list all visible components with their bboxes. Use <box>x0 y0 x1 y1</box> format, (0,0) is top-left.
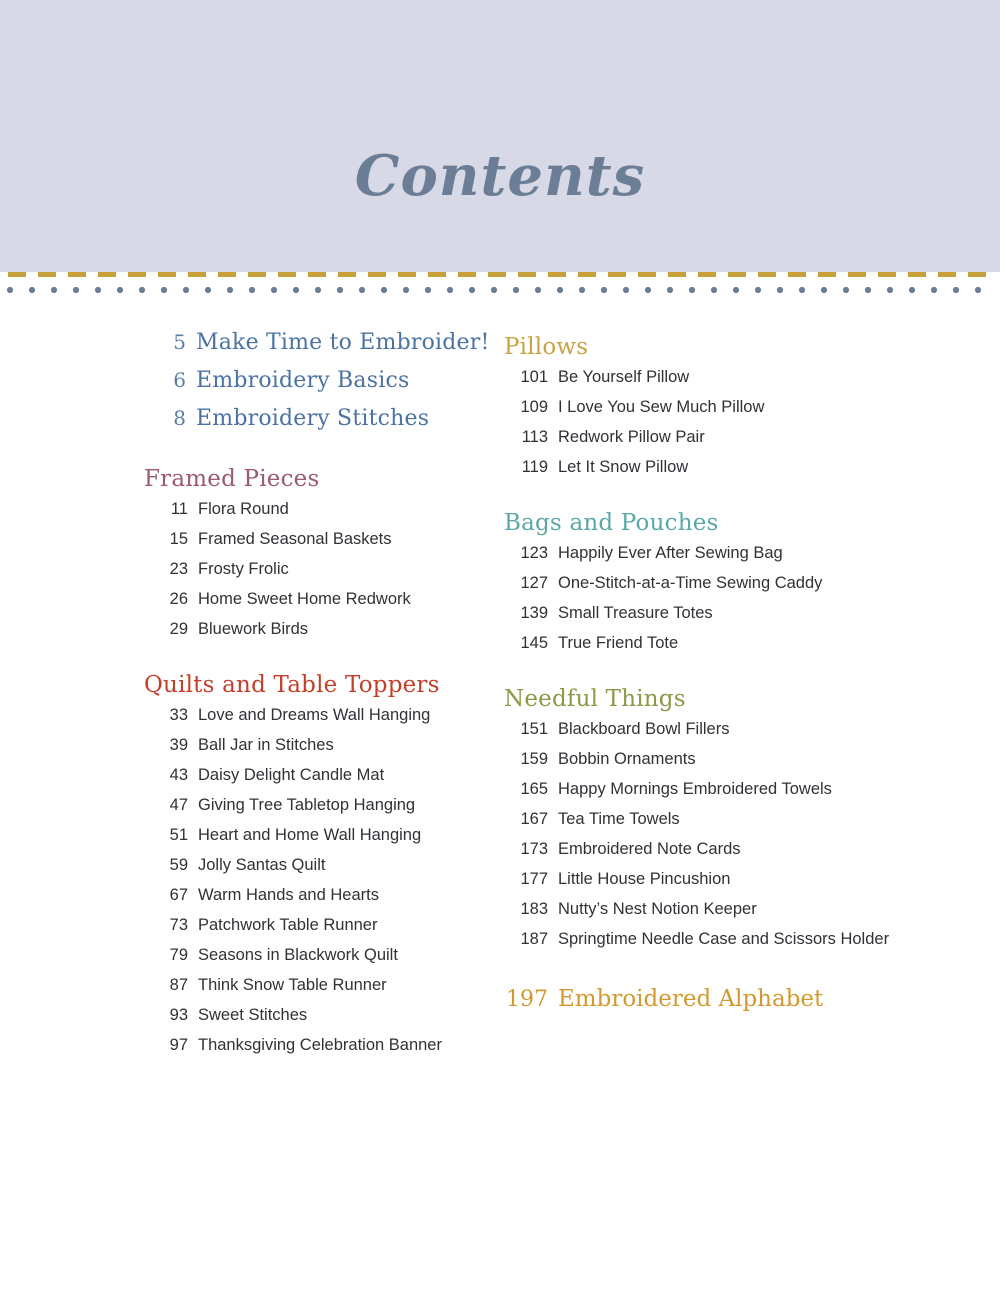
page-number: 15 <box>169 530 188 548</box>
page-number: 165 <box>520 780 548 798</box>
list-item[interactable] <box>502 544 932 574</box>
entry-title: Bobbin Ornaments <box>558 750 696 768</box>
page-number: 23 <box>169 560 188 578</box>
list-item[interactable] <box>502 810 932 840</box>
entry-title: Jolly Santas Quilt <box>198 856 326 874</box>
section-heading-needful-things: Needful Things <box>504 686 686 712</box>
list-item[interactable] <box>142 946 512 976</box>
entry-title: Redwork Pillow Pair <box>558 428 705 446</box>
list-item[interactable] <box>142 856 512 886</box>
page-number: 51 <box>169 826 188 844</box>
list-item[interactable] <box>142 706 512 736</box>
list-item[interactable] <box>142 620 512 650</box>
entry-title: Embroidered Note Cards <box>558 840 741 858</box>
page-number: 59 <box>169 856 188 874</box>
list-item[interactable] <box>142 330 512 366</box>
list-item[interactable] <box>142 500 512 530</box>
section-list-quilts-and-table-toppers <box>142 706 512 1066</box>
entry-title: Thanksgiving Celebration Banner <box>198 1036 442 1054</box>
entry-title: Springtime Needle Case and Scissors Holder <box>558 930 890 948</box>
page-number: 93 <box>169 1006 188 1024</box>
page-number: 119 <box>521 458 548 476</box>
entry-title: Flora Round <box>198 500 289 518</box>
list-item[interactable] <box>502 930 932 960</box>
list-item[interactable] <box>142 590 512 620</box>
entry-title: Make Time to Embroider! <box>196 330 490 355</box>
list-item[interactable] <box>142 736 512 766</box>
page-number: 173 <box>520 840 548 858</box>
section-heading-pillows: Pillows <box>504 334 589 360</box>
page-number: 5 <box>173 330 186 354</box>
page-number: 177 <box>520 870 548 888</box>
section-heading-quilts-and-table-toppers: Quilts and Table Toppers <box>144 672 440 698</box>
page-number: 47 <box>169 796 188 814</box>
list-item[interactable] <box>142 916 512 946</box>
page-number: 127 <box>520 574 548 592</box>
page-number: 151 <box>520 720 548 738</box>
toc-left-column <box>142 330 512 1066</box>
page-number: 159 <box>520 750 548 768</box>
page-title: Contents <box>354 143 646 209</box>
entry-title: Small Treasure Totes <box>558 604 713 622</box>
entry-title: Let It Snow Pillow <box>558 458 689 476</box>
toc-right-column <box>502 330 932 1012</box>
page-number: 123 <box>520 544 548 562</box>
page-number: 183 <box>520 900 548 918</box>
list-item[interactable] <box>142 766 512 796</box>
list-item[interactable] <box>142 368 512 404</box>
page-number: 79 <box>169 946 188 964</box>
list-item[interactable] <box>142 1036 512 1066</box>
entry-title: Embroidery Basics <box>196 368 410 393</box>
list-item[interactable] <box>502 750 932 780</box>
list-item[interactable] <box>502 398 932 428</box>
dotted-divider <box>6 286 996 294</box>
page-number: 145 <box>520 634 548 652</box>
entry-title: Patchwork Table Runner <box>198 916 378 934</box>
section-list-framed-pieces <box>142 500 512 650</box>
entry-title: Embroidered Alphabet <box>558 986 824 1012</box>
entry-title: Sweet Stitches <box>198 1006 308 1024</box>
list-item-embroidered-alphabet[interactable] <box>502 986 932 1012</box>
front-matter-list <box>142 330 512 442</box>
list-item[interactable] <box>502 604 932 634</box>
entry-title: Tea Time Towels <box>558 810 680 828</box>
page-number: 167 <box>520 810 548 828</box>
entry-title: Heart and Home Wall Hanging <box>198 826 422 844</box>
page-number: 139 <box>520 604 548 622</box>
page-number: 197 <box>506 987 548 1012</box>
entry-title: Seasons in Blackwork Quilt <box>198 946 398 964</box>
list-item[interactable] <box>502 574 932 604</box>
list-item[interactable] <box>142 826 512 856</box>
list-item[interactable] <box>142 886 512 916</box>
entry-title: Blackboard Bowl Fillers <box>558 720 730 738</box>
entry-title: True Friend Tote <box>558 634 679 652</box>
entry-title: Ball Jar in Stitches <box>198 736 334 754</box>
list-item[interactable] <box>502 634 932 664</box>
entry-title: Daisy Delight Candle Mat <box>198 766 385 784</box>
header-band <box>0 0 1000 272</box>
entry-title: Love and Dreams Wall Hanging <box>198 706 431 724</box>
list-item[interactable] <box>142 1006 512 1036</box>
page-number: 113 <box>521 428 548 446</box>
section-list-pillows <box>502 368 932 488</box>
toc-columns <box>0 330 1000 1090</box>
list-item[interactable] <box>502 900 932 930</box>
entry-title: Framed Seasonal Baskets <box>198 530 392 548</box>
page-number: 101 <box>520 368 548 386</box>
list-item[interactable] <box>502 458 932 488</box>
entry-title: Giving Tree Tabletop Hanging <box>198 796 416 814</box>
page-number: 33 <box>169 706 188 724</box>
list-item[interactable] <box>502 368 932 398</box>
page-number: 67 <box>169 886 188 904</box>
page-number: 187 <box>520 930 548 948</box>
entry-title: One-Stitch-at-a-Time Sewing Caddy <box>558 574 823 592</box>
page-number: 73 <box>169 916 188 934</box>
list-item[interactable] <box>142 560 512 590</box>
page-number: 29 <box>169 620 188 638</box>
list-item[interactable] <box>142 976 512 1006</box>
entry-title: Warm Hands and Hearts <box>198 886 379 904</box>
list-item[interactable] <box>502 428 932 458</box>
page-number: 43 <box>169 766 188 784</box>
list-item[interactable] <box>502 720 932 750</box>
entry-title: Little House Pincushion <box>558 870 731 888</box>
entry-title: Happy Mornings Embroidered Towels <box>558 780 832 798</box>
list-item[interactable] <box>142 796 512 826</box>
entry-title: Bluework Birds <box>198 620 309 638</box>
list-item[interactable] <box>502 780 932 810</box>
list-item[interactable] <box>142 406 512 442</box>
entry-title: Frosty Frolic <box>198 560 289 578</box>
section-list-needful-things <box>502 720 932 960</box>
page-number: 39 <box>169 736 188 754</box>
list-item[interactable] <box>502 870 932 900</box>
entry-title: Think Snow Table Runner <box>198 976 387 994</box>
entry-title: Embroidery Stitches <box>196 406 430 431</box>
page-number: 87 <box>169 976 188 994</box>
section-heading-bags-and-pouches: Bags and Pouches <box>504 510 719 536</box>
entry-title: I Love You Sew Much Pillow <box>558 398 765 416</box>
entry-title: Home Sweet Home Redwork <box>198 590 411 608</box>
dashed-divider <box>8 272 992 277</box>
list-item[interactable] <box>142 530 512 560</box>
page-number: 6 <box>173 368 186 392</box>
entry-title: Nutty’s Nest Notion Keeper <box>558 900 757 918</box>
section-heading-framed-pieces: Framed Pieces <box>144 466 320 492</box>
page-number: 26 <box>169 590 188 608</box>
page-number: 11 <box>170 500 188 518</box>
entry-title: Be Yourself Pillow <box>558 368 690 386</box>
entry-title: Happily Ever After Sewing Bag <box>558 544 783 562</box>
page-number: 109 <box>520 398 548 416</box>
page-number: 8 <box>173 406 186 430</box>
list-item[interactable] <box>502 840 932 870</box>
section-list-bags-and-pouches <box>502 544 932 664</box>
page-number: 97 <box>169 1036 188 1054</box>
